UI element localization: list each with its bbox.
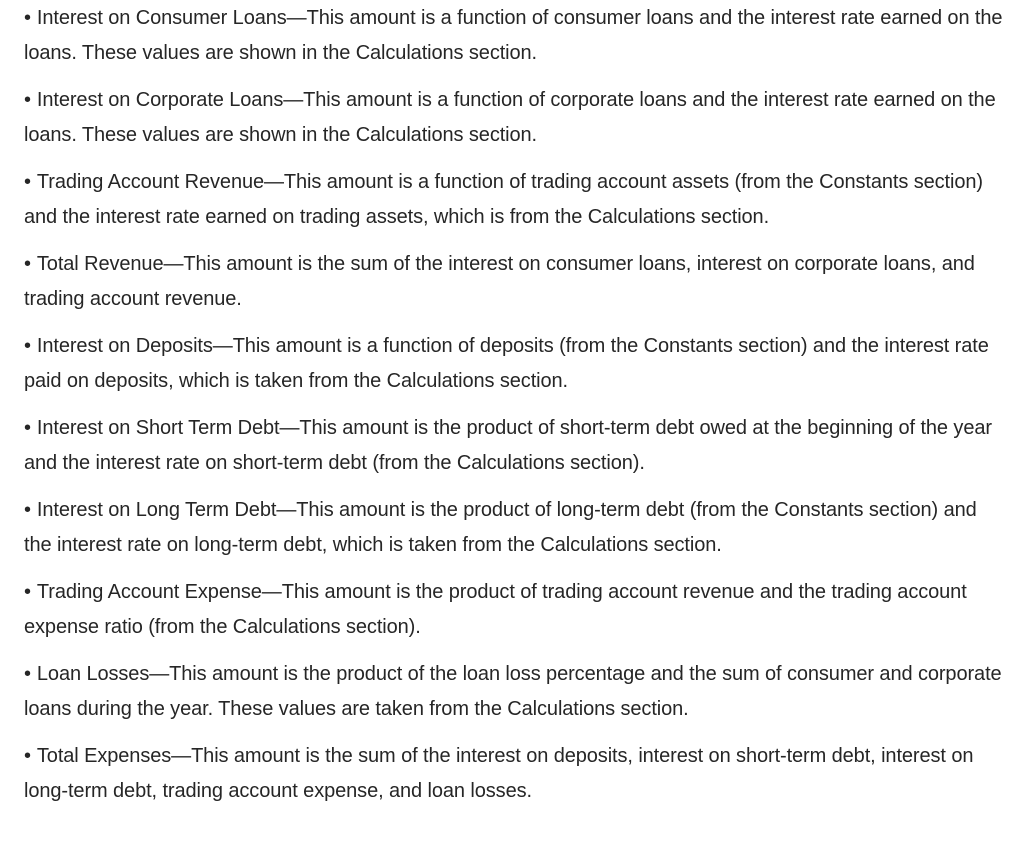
item-description: This amount is a function of corporate loans and the interest rate earned on the loans. These values are shown in the Calculations section.	[24, 89, 996, 146]
bullet: •	[24, 499, 31, 521]
item-description: This amount is the product of trading account revenue and the trading account expense ratio (from the Calculations section).	[24, 581, 967, 638]
list-item-trading-account-revenue: • Trading Account Revenue—This amount is a function of trading account assets (from the Constants section) and the interest rate earned on trading assets, which is from the Calculations section.	[24, 171, 983, 228]
list-item-total-revenue: • Total Revenue—This amount is the sum of the interest on consumer loans, interest on corporate loans, and trading account revenue.	[24, 253, 975, 310]
item-term: Trading Account Expense	[36, 581, 262, 603]
list-item-loan-losses: • Loan Losses—This amount is the product of the loan loss percentage and the sum of consumer and corporate loans during the year. These values are taken from the Calculations section.	[24, 663, 1002, 720]
list-item-total-expenses: • Total Expenses—This amount is the sum of the interest on deposits, interest on short-term debt, interest on long-term debt, trading account expense, and loan losses.	[24, 745, 974, 802]
item-description: This amount is a function of trading account assets (from the Constants section) and the interest rate earned on trading assets, which is from the Calculations section.	[24, 171, 983, 228]
bullet: •	[24, 417, 31, 439]
item-term: Trading Account Revenue	[36, 171, 265, 193]
bullet: •	[24, 171, 31, 193]
list-item-interest-corporate-loans: • Interest on Corporate Loans—This amount is a function of corporate loans and the interest rate earned on the loans. These values are shown in the Calculations section.	[24, 89, 996, 146]
list-item-interest-deposits: • Interest on Deposits—This amount is a function of deposits (from the Constants section) and the interest rate paid on deposits, which is taken from the Calculations section.	[24, 335, 989, 392]
item-description: This amount is the sum of the interest on consumer loans, interest on corporate loans, and trading account revenue.	[24, 253, 975, 310]
bullet: •	[24, 581, 31, 603]
bullet: •	[24, 89, 31, 111]
bullet: •	[24, 253, 31, 275]
item-term: Loan Losses	[36, 663, 150, 685]
item-term: Total Revenue	[36, 253, 164, 275]
item-term: Total Expenses	[36, 745, 172, 767]
definition-list	[24, 1, 1004, 809]
item-term: Interest on Deposits	[36, 335, 213, 357]
bullet: •	[24, 335, 31, 357]
item-description: This amount is the sum of the interest on deposits, interest on short-term debt, interest on long-term debt, trading account expense, and loan losses.	[24, 745, 974, 802]
bullet: •	[24, 745, 31, 767]
list-item-interest-short-term-debt: • Interest on Short Term Debt—This amount is the product of short-term debt owed at the beginning of the year and the interest rate on short-term debt (from the Calculations section).	[24, 417, 992, 474]
bullet: •	[24, 7, 31, 29]
item-term: Interest on Corporate Loans	[36, 89, 284, 111]
item-description: This amount is the product of short-term debt owed at the beginning of the year and the interest rate on short-term debt (from the Calculations section).	[24, 417, 992, 474]
item-term: Interest on Consumer Loans	[36, 7, 287, 29]
list-item-interest-long-term-debt: • Interest on Long Term Debt—This amount is the product of long-term debt (from the Constants section) and the interest rate on long-term debt, which is taken from the Calculations section.	[24, 499, 977, 556]
item-description: This amount is the product of long-term debt (from the Constants section) and the interest rate on long-term debt, which is taken from the Calculations section.	[24, 499, 977, 556]
item-description: This amount is the product of the loan loss percentage and the sum of consumer and corporate loans during the year. These values are taken from the Calculations section.	[24, 663, 1002, 720]
list-item-interest-consumer-loans: • Interest on Consumer Loans—This amount is a function of consumer loans and the interest rate earned on the loans. These values are shown in the Calculations section.	[24, 7, 1003, 64]
list-item-trading-account-expense: • Trading Account Expense—This amount is the product of trading account revenue and the trading account expense ratio (from the Calculations section).	[24, 581, 967, 638]
item-term: Interest on Short Term Debt	[36, 417, 280, 439]
bullet: •	[24, 663, 31, 685]
item-description: This amount is a function of consumer loans and the interest rate earned on the loans. These values are shown in the Calculations section.	[24, 7, 1003, 64]
item-term: Interest on Long Term Debt	[36, 499, 277, 521]
item-description: This amount is a function of deposits (from the Constants section) and the interest rate paid on deposits, which is taken from the Calculations section.	[24, 335, 989, 392]
